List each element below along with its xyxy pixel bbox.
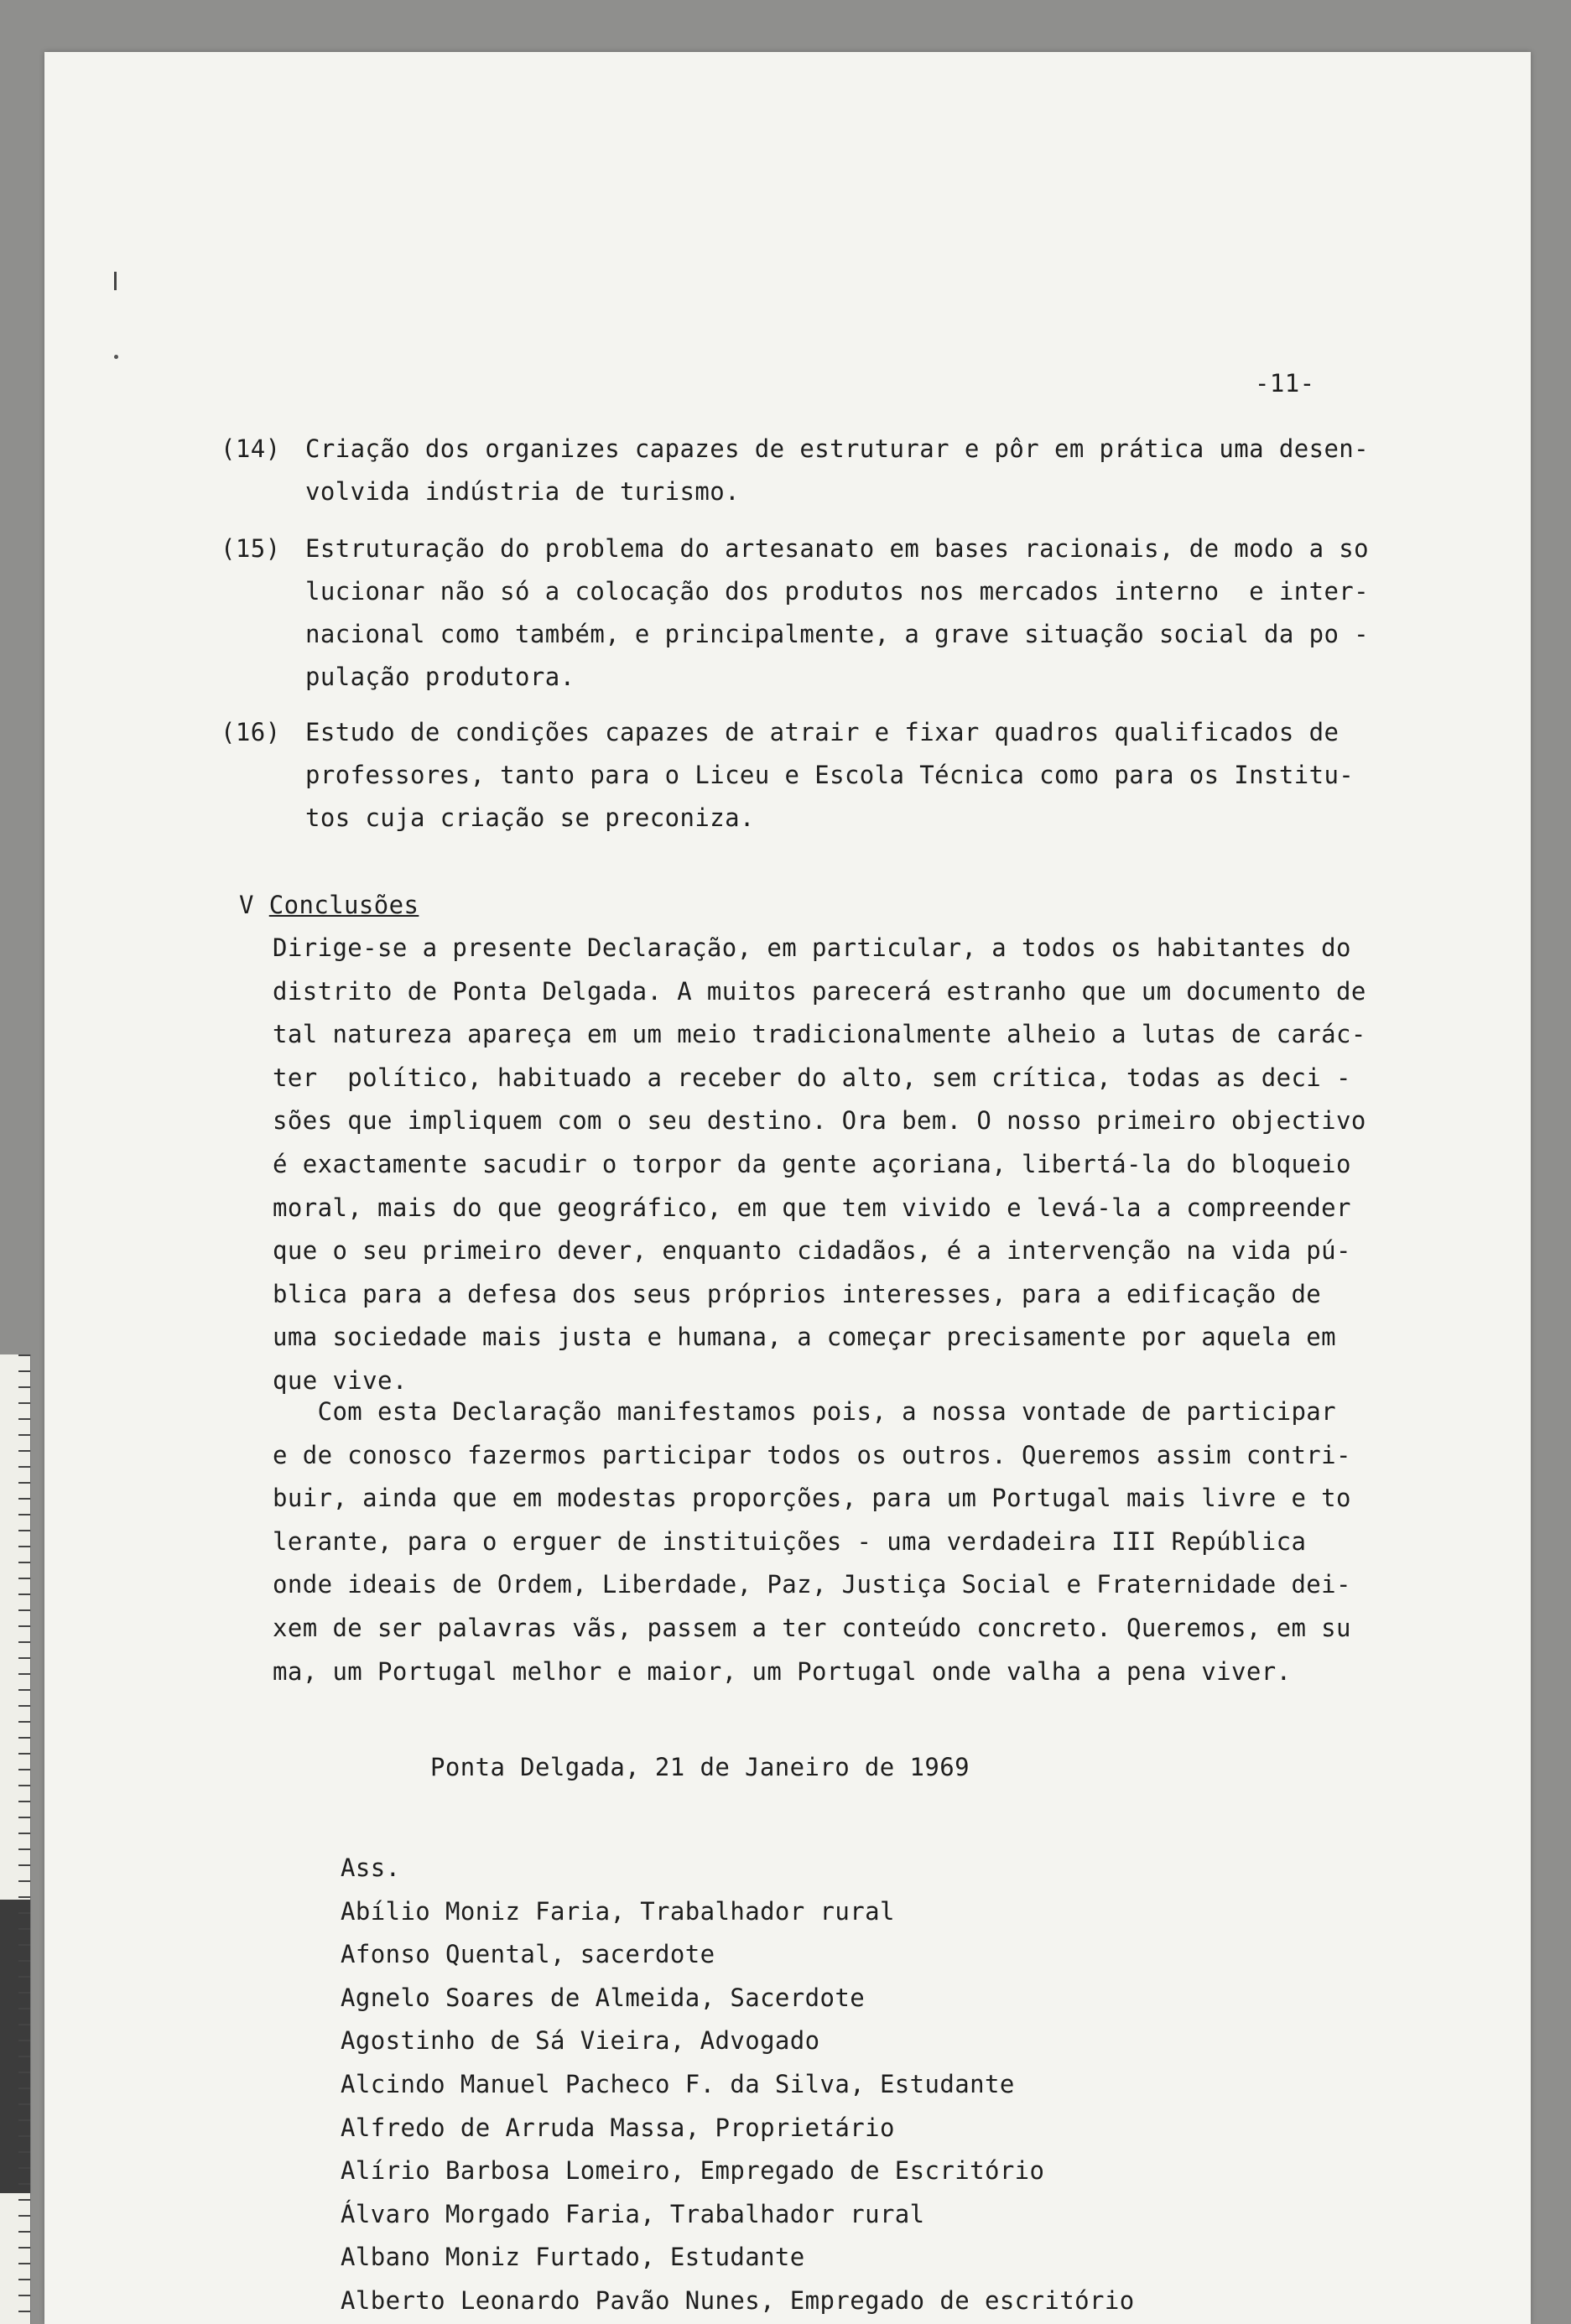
item-16-line-1: Estudo de condições capazes de atrair e fixar quadros qualificados de xyxy=(305,718,1340,746)
signature-entry: Agnelo Soares de Almeida, Sacerdote xyxy=(341,1983,866,2012)
paragraph-line: que o seu primeiro dever, enquanto cidadãos, é a intervenção na vida pú- xyxy=(273,1236,1351,1266)
section-title: Conclusões xyxy=(268,891,419,919)
item-15-line-4: pulação produtora. xyxy=(305,663,575,691)
signature-entry: Alberto Leonardo Pavão Nunes, Empregado de escritório xyxy=(341,2285,1135,2315)
place-date: Ponta Delgada, 21 de Janeiro de 1969 xyxy=(430,1753,970,1781)
paragraph-line: que vive. xyxy=(273,1365,408,1395)
paragraph-line: é exactamente sacudir o torpor da gente açoriana, libertá-la do bloqueio xyxy=(273,1149,1351,1178)
signature-entry: Alcindo Manuel Pacheco F. da Silva, Estudante xyxy=(341,2069,1015,2098)
paragraph-line: moral, mais do que geográfico, em que tem vivido e levá-la a compreender xyxy=(273,1193,1351,1222)
signature-entry: Agostinho de Sá Vieira, Advogado xyxy=(341,2026,820,2056)
item-15-line-1: Estruturação do problema do artesanato em bases racionais, de modo a so xyxy=(305,534,1370,563)
item-number-15: (15) xyxy=(221,534,281,563)
signature-entry: Álvaro Morgado Faria, Trabalhador rural xyxy=(341,2199,925,2228)
paragraph-line: lerante, para o erguer de instituições - uma verdadeira III República xyxy=(273,1526,1307,1556)
signature-entry: Alfredo de Arruda Massa, Proprietário xyxy=(341,2113,895,2142)
item-14-line-1: Criação dos organizes capazes de estruturar e pôr em prática uma desen- xyxy=(305,434,1370,463)
signature-entry: Alírio Barbosa Lomeiro, Empregado de Escritório xyxy=(341,2156,1045,2186)
item-number-16: (16) xyxy=(221,718,281,746)
conclusions-paragraph-1 xyxy=(273,927,1366,1403)
document-page xyxy=(44,52,1531,2324)
signature-entry: Albano Moniz Furtado, Estudante xyxy=(341,2243,805,2272)
paragraph-line: ma, um Portugal melhor e maior, um Portugal onde valha a pena viver. xyxy=(273,1656,1292,1686)
paragraph-line: ter político, habituado a receber do alto, sem crítica, todas as deci - xyxy=(273,1063,1351,1092)
paragraph-line: sões que impliquem com o seu destino. Ora bem. O nosso primeiro objectivo xyxy=(273,1106,1366,1136)
signatures-label: Ass. xyxy=(341,1853,401,1882)
signature-entry: Afonso Quental, sacerdote xyxy=(341,1940,715,1969)
signature-entry: Abílio Moniz Faria, Trabalhador rural xyxy=(341,1896,895,1926)
scale-ruler xyxy=(0,1354,31,2324)
paragraph-line: uma sociedade mais justa e humana, a começar precisamente por aquela em xyxy=(273,1323,1337,1352)
item-15-line-3: nacional como também, e principalmente, a grave situação social da po - xyxy=(305,620,1370,648)
paragraph-line: tal natureza apareça em um meio tradicionalmente alheio a lutas de carác- xyxy=(273,1020,1366,1049)
item-16-line-2: professores, tanto para o Liceu e Escola Técnica como para os Institu- xyxy=(305,761,1355,789)
item-16-line-3: tos cuja criação se preconiza. xyxy=(305,803,755,832)
paragraph-line: Com esta Declaração manifestamos pois, a nossa vontade de participar xyxy=(273,1397,1337,1426)
paragraph-line: e de conosco fazermos participar todos os outros. Queremos assim contri- xyxy=(273,1440,1351,1469)
margin-dot xyxy=(114,355,118,359)
paragraph-line: xem de ser palavras vãs, passem a ter conteúdo concreto. Queremos, em su xyxy=(273,1613,1351,1642)
paragraph-line: Dirige-se a presente Declaração, em particular, a todos os habitantes do xyxy=(273,933,1351,962)
paragraph-line: distrito de Ponta Delgada. A muitos parecerá estranho que um documento de xyxy=(273,976,1366,1006)
section-numeral: V xyxy=(239,891,254,919)
margin-mark xyxy=(114,272,117,290)
section-heading xyxy=(239,884,419,928)
paragraph-line: blica para a defesa dos seus próprios interesses, para a edificação de xyxy=(273,1279,1322,1308)
item-number-14: (14) xyxy=(221,434,281,463)
page-number: -11- xyxy=(1255,369,1315,398)
item-15-line-2: lucionar não só a colocação dos produtos nos mercados interno e inter- xyxy=(305,577,1370,606)
paragraph-line: onde ideais de Ordem, Liberdade, Paz, Justiça Social e Fraternidade dei- xyxy=(273,1570,1351,1599)
conclusions-paragraph-2 xyxy=(273,1391,1351,1693)
paragraph-line: buir, ainda que em modestas proporções, para um Portugal mais livre e to xyxy=(273,1484,1351,1513)
signature-list xyxy=(341,1847,1135,2323)
item-14-line-2: volvida indústria de turismo. xyxy=(305,477,740,506)
